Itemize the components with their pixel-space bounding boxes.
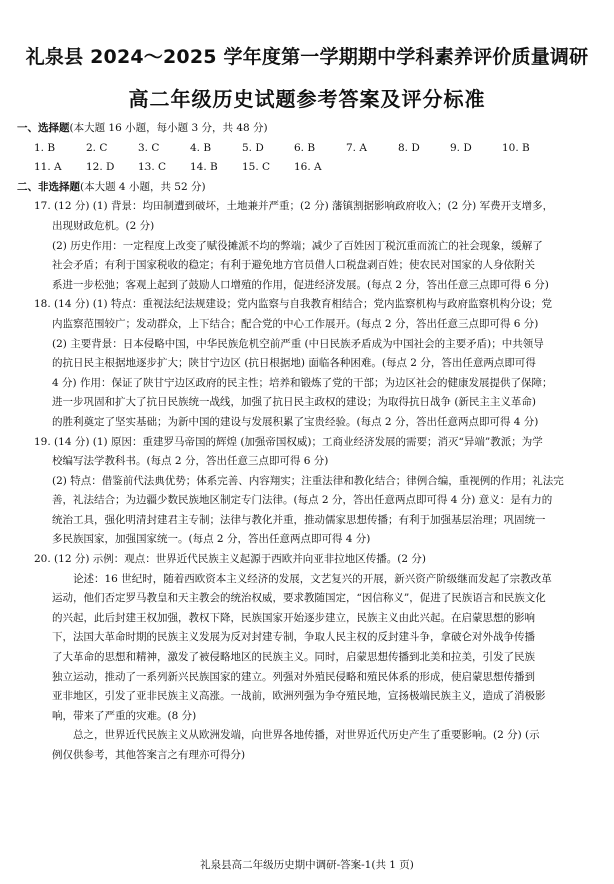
choice-answer: 10. B <box>502 141 530 154</box>
text-line: 19. (14 分) (1) 原因：重建罗马帝国的辉煌 (加强帝国权威)；工商业经济发展的需要；消灭“异端”教派；为学 <box>34 435 543 448</box>
choice-answer: 7. A <box>346 141 367 154</box>
text-line: 统治工具，强化明清封建君主专制；法律与教化并重，推动儒家思想传播；有利于加强基层治理；巩固统一 <box>52 513 546 526</box>
text-line: 独立运动，推动了一系列新兴民族国家的建立。列强对外殖民侵略和殖民体系的形成，使启蒙思想传播到 <box>52 670 535 683</box>
section1-heading: 一、选择题(本大题 16 小题，每小题 3 分，共 48 分) <box>17 122 268 134</box>
text-line: 校编写法学教科书。(每点 2 分，答出任意三点即可得 6 分) <box>52 455 329 468</box>
text-line: 系进一步松弛；客观上起到了鼓励人口增殖的作用，促进经济发展。(每点 2 分，答出任意三点即可得 6 分) <box>52 278 549 291</box>
text-line: (2) 主要背景：日本侵略中国，中华民族危机空前严重 (中日民族矛盾成为中国社会的主要矛盾)；中共领导 <box>52 337 544 350</box>
choice-answers-row-2 <box>17 158 599 178</box>
text-line: 亚非地区，引发了亚非民族主义高涨。一战前，欧洲列强为争夺殖民地，宣扬极端民族主义，造成了消极影 <box>52 690 546 703</box>
document-title: 礼泉县 2024～2025 学年度第一学期期中学科素养评价质量调研 <box>25 46 589 68</box>
text-line: 响，带来了严重的灾难。(8 分) <box>52 709 197 722</box>
choice-answer: 11. A <box>34 161 62 174</box>
text-line: 例仅供参考，其他答案言之有理亦可得分) <box>52 749 246 761</box>
choice-answer: 1. B <box>34 141 56 154</box>
text-line: 总之，世界近代民族主义从欧洲发端，向世界各地传播，对世界近代历史产生了重要影响。(2 分) (示 <box>73 729 540 742</box>
answer-content <box>17 119 599 766</box>
choice-answer: 12. D <box>86 161 115 174</box>
text-line: 多民族国家，加强国家统一。(每点 2 分，答出任意两点即可得 4 分) <box>52 533 371 546</box>
choice-answer: 3. C <box>138 141 160 154</box>
choice-answer: 15. C <box>242 161 271 174</box>
choice-answers-row-1 <box>17 139 599 159</box>
choice-answer: 14. B <box>190 161 218 174</box>
text-line: (2) 历史作用：一定程度上改变了赋役摊派不均的弊端；减少了百姓因丁税沉重而流亡的社会现象，缓解了 <box>52 239 543 252</box>
choice-answer: 4. B <box>190 141 212 154</box>
choice-answer: 5. D <box>242 141 264 154</box>
choice-answer: 9. D <box>450 141 472 154</box>
choice-answer: 13. C <box>138 161 167 174</box>
choice-answer: 8. D <box>398 141 420 154</box>
choice-answer: 2. C <box>86 141 108 154</box>
text-line: 进一步巩固和扩大了抗日民族统一战线，加强了抗日民主政权的建设；为取得抗日战争 (新民主主义革命) <box>52 396 537 409</box>
text-line: 的兴起，此后封建王权加强，教权下降，民族国家开始逐步建立，民族主义由此兴起。在启蒙思想的影响 <box>52 611 535 624</box>
text-line: 了大革命的思想和精神，激发了被侵略地区的民族主义。同时，启蒙思想传播到北美和拉美，引发了民族 <box>52 651 535 664</box>
text-line: 下，法国大革命时期的民族主义发展为反对封建专制，争取人民主权的反封建斗争，拿破仑对外战争传播 <box>52 631 535 644</box>
text-line: 17. (12 分) (1) 背景：均田制遭到破坏，土地兼并严重；(2 分) 藩镇割据影响政府收入；(2 分) 军费开支增多， <box>34 200 554 213</box>
text-line: 的胜利奠定了坚实基础；为新中国的建设与发展积累了宝贵经验。(每点 2 分，答出任意两点即可得 4 分) <box>52 415 539 428</box>
document-subtitle: 高二年级历史试题参考答案及评分标准 <box>128 87 486 111</box>
text-line: 18. (14 分) (1) 特点：重视法纪法规建设；党内监察与自我教育相结合；党内监察机构与政府监察机构分设；党 <box>34 298 552 311</box>
section2-heading: 二、非选择题(本大题 4 小题，共 52 分) <box>17 180 206 193</box>
choice-answer: 6. B <box>294 141 316 154</box>
text-line: 善，礼法结合；为边疆少数民族地区制定专门法律。(每点 2 分，答出任意两点即可得 4 分) 意义：是有力的 <box>52 494 553 507</box>
text-line: 的抗日民主根据地逐步扩大；陕甘宁边区 (抗日根据地) 面临各种困难。(每点 2 分，答出任意两点即可得 <box>52 357 536 370</box>
text-line: 内监察范围较广；发动群众，上下结合；配合党的中心工作展开。(每点 2 分，答出任意三点即可得 6 分) <box>52 317 539 330</box>
text-line: 运动，他们否定罗马教皇和天主教会的统治权威，要求教随国定，“因信称义”，促进了民族语言和民族文化 <box>52 592 546 605</box>
page-footer: 礼泉县高二年级历史期中调研-答案-1(共 1 页) <box>200 859 414 871</box>
text-line: 出现财政危机。(2 分) <box>52 219 155 232</box>
text-line: 论述：16 世纪时，随着西欧资本主义经济的发展，文艺复兴的开展，新兴资产阶级继而发起了宗教改革 <box>73 572 552 585</box>
text-line: 4 分) 作用：保证了陕甘宁边区政府的民主性；培养和锻炼了党的干部；为边区社会的健康发展提供了保障； <box>52 376 553 389</box>
text-line: 社会矛盾；有利于国家税收的稳定；有利于避免地方官员借人口税盘剥百姓；使农民对国家的人身依附关 <box>52 259 535 272</box>
text-line: (2) 特点：借鉴前代法典优势；体系完善、内容翔实；注重法律和教化结合；律例合编，重视例的作用；礼法完 <box>52 474 564 487</box>
text-line: 20. (12 分) 示例：观点：世界近代民族主义起源于西欧并向亚非拉地区传播。(2 分) <box>34 553 426 566</box>
choice-answer: 16. A <box>294 161 322 174</box>
